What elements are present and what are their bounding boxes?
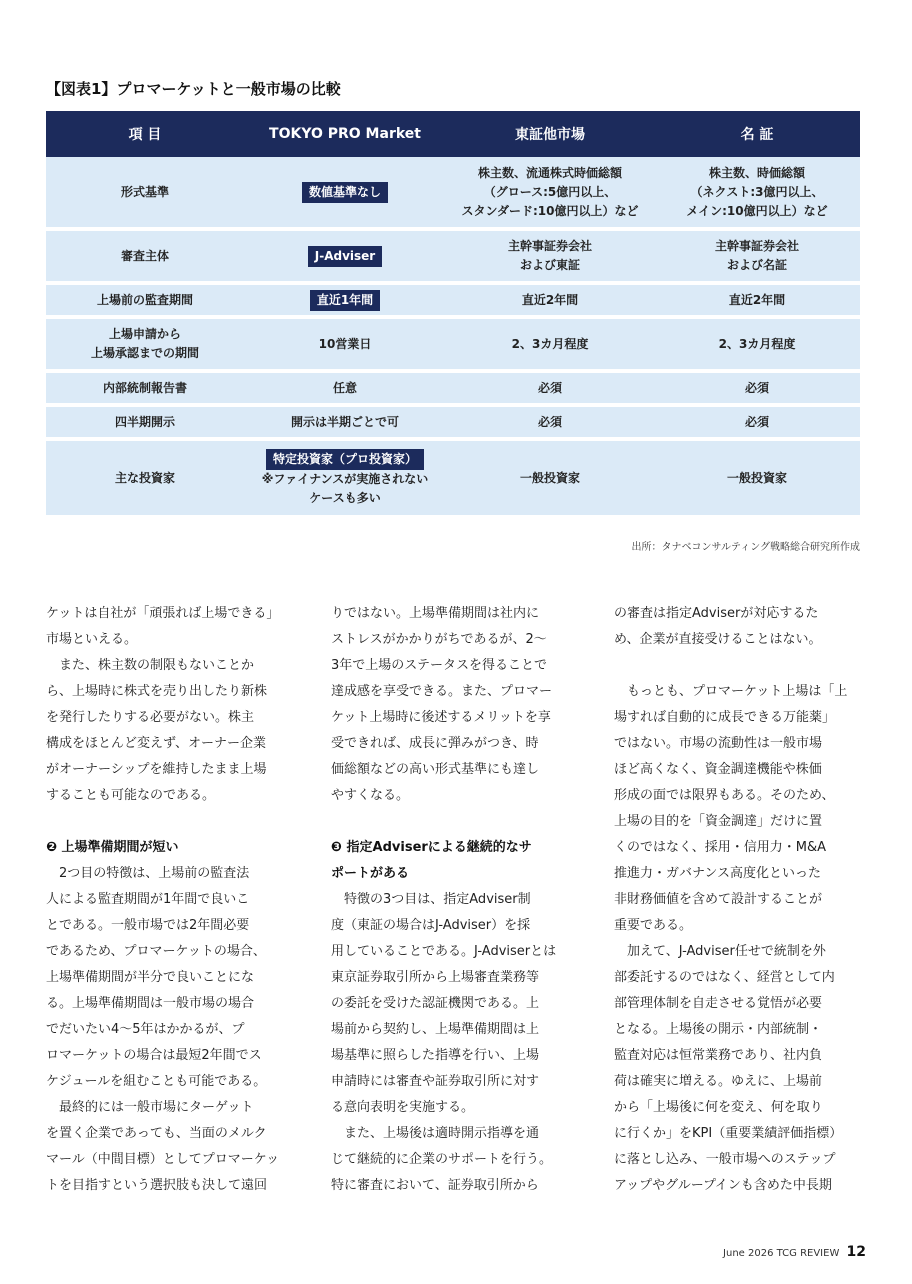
comparison-table bbox=[46, 111, 860, 515]
paragraph: 最終的には一般市場にターゲット を置く企業であっても、当面のメルク マール（中間目標）としてプロマーケッ トを目指すという選択肢も決して遠回 bbox=[46, 1100, 280, 1193]
paragraph: また、上場後は適時開示指導を通 じて継続的に企業のサポートを行う。 特に審査において、証券取引所から bbox=[331, 1126, 553, 1193]
row-item: 形式基準 bbox=[46, 157, 244, 229]
row-pro: 開示は半期ごとで可 bbox=[244, 405, 446, 439]
pro-value-tag: 特定投資家（プロ投資家） bbox=[266, 449, 424, 470]
table-row bbox=[46, 405, 860, 439]
paragraph: また、株主数の制限もないことか ら、上場時に株式を売り出したり新株 を発行したりする必要がない。株主 構成をほとんど変えず、オーナー企業 がオーナーシップを維持したまま上場 することも可能なのである。 bbox=[46, 658, 268, 803]
row-tse: 株主数、流通株式時価総額 （グロース:5億円以上、 スタンダード:10億円以上）など bbox=[446, 157, 654, 229]
row-item: 上場申請から 上場承認までの期間 bbox=[46, 317, 244, 371]
table-row bbox=[46, 157, 860, 229]
paragraph: 特徴の3つ目は、指定Adviser制 度（東証の場合はJ-Adviser）を採 用していることである。J-Adviserとは 東京証券取引所から上場審査業務等 の委託を受けた認証機関である。上 場前から契約し、上場準備期間は上 場基準に照らした指導を行い、上場 申請時には審査や証券取引所に対す る意向表明を実施する。 bbox=[331, 892, 557, 1115]
row-item: 四半期開示 bbox=[46, 405, 244, 439]
header-pro-market: TOKYO PRO Market bbox=[244, 111, 446, 157]
row-tse: 主幹事証券会社 および東証 bbox=[446, 229, 654, 283]
paragraph: の審査は指定Adviserが対応するた め、企業が直接受けることはない。 bbox=[614, 606, 822, 647]
row-item: 主な投資家 bbox=[46, 439, 244, 515]
header-nse: 名 証 bbox=[654, 111, 860, 157]
paragraph: 2つ目の特徴は、上場前の監査法 人による監査期間が1年間で良いこ とである。一般市場では2年間必要 であるため、プロマーケットの場合、 上場準備期間が半分で良いことにな る。上場準備期間は一般市場の場合 でだいたい4～5年はかかるが、プ ロマーケットの場合は最短2年間でス ケジュールを組むことも可能である。 bbox=[46, 866, 267, 1089]
row-nse: 2、3カ月程度 bbox=[654, 317, 860, 371]
row-nse: 主幹事証券会社 および名証 bbox=[654, 229, 860, 283]
pro-value-tag: 数値基準なし bbox=[302, 182, 388, 203]
text-column-1 bbox=[46, 601, 294, 1199]
row-pro bbox=[244, 283, 446, 317]
row-nse: 株主数、時価総額 （ネクスト:3億円以上、 メイン:10億円以上）など bbox=[654, 157, 860, 229]
table-row bbox=[46, 283, 860, 317]
row-nse: 必須 bbox=[654, 371, 860, 405]
row-tse: 一般投資家 bbox=[446, 439, 654, 515]
pro-value-tag: 直近1年間 bbox=[310, 290, 380, 311]
paragraph: 加えて、J-Adviser任せで統制を外 部委託するのではなく、経営として内 部管理体制を自走させる覚悟が必要 となる。上場後の開示・内部統制・ 監査対応は恒常業務であり、社内負 荷は確実に増える。ゆえに、上場前 から「上場後に何を変え、何を取り に行くか」をKPI（重要業績評価指標） に落とし込み、一般市場へのステップ アップやグループインも含めた中長期 bbox=[614, 944, 843, 1193]
row-item: 審査主体 bbox=[46, 229, 244, 283]
table-row bbox=[46, 317, 860, 371]
row-tse: 必須 bbox=[446, 371, 654, 405]
row-pro: 10営業日 bbox=[244, 317, 446, 371]
paragraph: りではない。上場準備期間は社内に ストレスがかかりがちであるが、2～ 3年で上場のステータスを得ることで 達成感を享受できる。また、プロマー ケット上場時に後述するメリットを享 受できれば、成長に弾みがつき、時 価総額などの高い形式基準にも達し やすくなる。 bbox=[331, 606, 553, 803]
row-nse: 直近2年間 bbox=[654, 283, 860, 317]
pro-investor-note: ※ファイナンスが実施されない ケースも多い bbox=[261, 471, 429, 505]
row-pro: 任意 bbox=[244, 371, 446, 405]
table-row bbox=[46, 439, 860, 515]
page-number: 12 bbox=[846, 1244, 866, 1260]
row-nse: 一般投資家 bbox=[654, 439, 860, 515]
header-tse: 東証他市場 bbox=[446, 111, 654, 157]
paragraph: もっとも、プロマーケット上場は「上 場すれば自動的に成長できる万能薬」 ではない。市場の流動性は一般市場 ほど高くなく、資金調達機能や株価 形成の面では限界もある。そのため、 上場の目的を「資金調達」だけに置 くのではなく、採用・信用力・M&A 推進力・ガバナンス高度化といった 非財務価値を含めて設計することが 重要である。 bbox=[614, 684, 848, 933]
figure-title: 【図表1】プロマーケットと一般市場の比較 bbox=[46, 80, 341, 98]
row-item: 上場前の監査期間 bbox=[46, 283, 244, 317]
section-heading: ❷ 上場準備期間が短い bbox=[46, 840, 179, 855]
table-row bbox=[46, 229, 860, 283]
pro-value-tag: J-Adviser bbox=[308, 246, 382, 267]
section-heading: ❸ 指定Adviserによる継続的なサ ポートがある bbox=[331, 840, 532, 881]
figure-source: 出所：タナベコンサルティング戦略総合研究所作成 bbox=[631, 542, 860, 553]
issue-label: June 2026 TCG REVIEW bbox=[723, 1248, 840, 1259]
row-nse: 必須 bbox=[654, 405, 860, 439]
row-tse: 直近2年間 bbox=[446, 283, 654, 317]
row-pro bbox=[244, 229, 446, 283]
row-item: 内部統制報告書 bbox=[46, 371, 244, 405]
row-tse: 2、3カ月程度 bbox=[446, 317, 654, 371]
table-header-row bbox=[46, 111, 860, 157]
row-pro bbox=[244, 157, 446, 229]
page-footer bbox=[723, 1244, 866, 1260]
row-pro bbox=[244, 439, 446, 515]
header-item: 項 目 bbox=[46, 111, 244, 157]
text-column-3 bbox=[614, 601, 862, 1199]
paragraph: ケットは自社が「頑張れば上場できる」 市場といえる。 bbox=[46, 606, 280, 647]
table-row bbox=[46, 371, 860, 405]
text-column-2 bbox=[331, 601, 579, 1199]
row-tse: 必須 bbox=[446, 405, 654, 439]
